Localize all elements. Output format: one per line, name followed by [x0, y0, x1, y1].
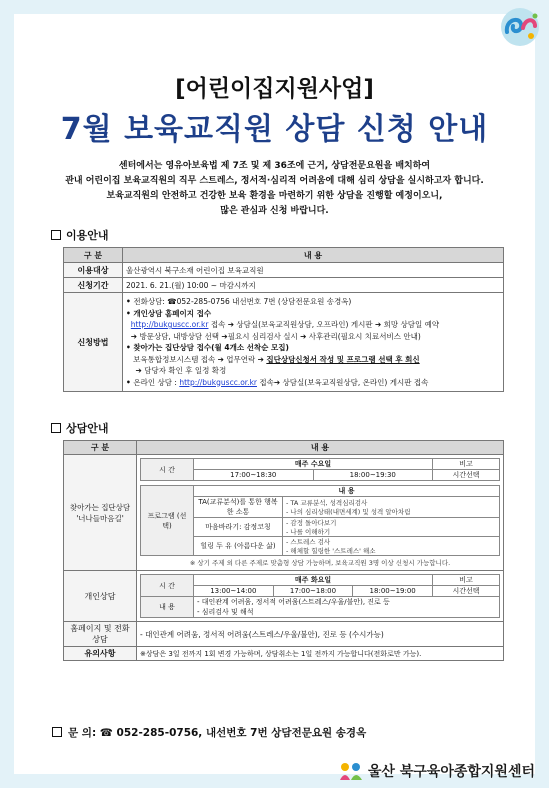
- time-label: 시 간: [141, 459, 194, 481]
- program-desc: [283, 497, 500, 518]
- intro-line: 보육교직원의 안전하고 건강한 보육 환경을 마련하기 위한 상담을 진행할 예정이오니,: [106, 191, 443, 201]
- day-header: 매주 화요일: [194, 575, 433, 586]
- individual-consult-label: 개인상담: [64, 571, 137, 622]
- column-header: 구 분: [64, 441, 137, 455]
- row-label: 신청방법: [64, 293, 123, 392]
- homepage-phone-label: 홈페이지 및 전화상담: [64, 622, 137, 647]
- time-slot: 18:00~19:00: [353, 586, 433, 597]
- table-row: [141, 575, 500, 586]
- program-name: 마음바라기: 감정코칭: [194, 518, 283, 537]
- list-item: [126, 331, 500, 343]
- footer-org-logo: [338, 760, 535, 782]
- group-steps-text-2: ➔ 담당자 확인 후 일정 확정: [135, 366, 227, 375]
- program-desc: [283, 518, 500, 537]
- center-logo-icon: [497, 6, 543, 48]
- program-table: [140, 485, 500, 556]
- time-slot: 17:00~18:00: [273, 586, 353, 597]
- contact-text: 문 의: ☎ 052-285-0756, 내선번호 7번 상담전문요원 송경옥: [68, 727, 367, 739]
- program-desc-line: - 스트레스 검사: [286, 538, 331, 546]
- individual-consult-title: 개인상담 홈페이지 접수: [133, 308, 212, 318]
- caution-label: 유의사항: [64, 647, 137, 661]
- consult-table: [63, 440, 504, 661]
- contact-line: [52, 725, 366, 740]
- category-heading: [어린이집지원사업]: [175, 76, 374, 102]
- group-steps-emphasis: 집단상담신청서 작성 및 프로그램 선택 후 회신: [266, 354, 420, 364]
- table-row: [141, 459, 500, 470]
- column-header: 구 분: [64, 248, 123, 263]
- group-consult-cell: [137, 455, 504, 571]
- table-row: [141, 537, 500, 556]
- usage-table: [63, 247, 504, 392]
- intro-line: 많은 관심과 신청 바랍니다.: [220, 206, 329, 216]
- intro-line: 관내 어린이집 보육교직원의 직무 스트레스, 정서적·심리적 어려움에 대해 심리 상담을 실시하고자 합니다.: [65, 176, 484, 186]
- row-value: 울산광역시 북구소재 어린이집 보육교직원: [123, 263, 504, 278]
- time-slot: 13:00~14:00: [194, 586, 274, 597]
- list-item: • 찾아가는 집단상담 접수(월 4개소 선착순 모집): [126, 343, 289, 352]
- section-consult-heading: [51, 420, 109, 436]
- intro-line: 센터에서는 영유아보육법 제 7조 및 제 36조에 근거, 상담전문요원을 배치하여: [118, 161, 431, 171]
- table-row: [141, 586, 500, 597]
- list-item: [126, 319, 500, 331]
- table-row: [141, 597, 500, 618]
- individual-consult-cell: [137, 571, 504, 622]
- table-row: [141, 497, 500, 518]
- individual-content: [194, 597, 500, 618]
- table-row: [141, 486, 500, 497]
- caution-value: ※상담은 3일 전까지 1회 변경 가능하며, 상담취소는 1일 전까지 가능합니다(전화로만 가능).: [137, 647, 504, 661]
- checkbox-square-icon: [52, 727, 62, 737]
- group-consult-title: 찾아가는 집단상담 접수(월 4개소 선착순 모집): [133, 343, 289, 352]
- page-title: 7월 보육교직원 상담 신청 안내: [60, 112, 489, 147]
- table-row: [64, 278, 504, 293]
- program-name: TA(교류분석)를 통한 행복한 소통: [194, 497, 283, 518]
- row-label: 신청기간: [64, 278, 123, 293]
- checkbox-square-icon: [51, 230, 61, 240]
- table-row: [141, 518, 500, 537]
- individual-steps-text-2: ➔ 방문상담, 내방상담 선택 ➔필요시 심리검사 실시 ➔ 사후관리(필요시 치료서비스 안내): [130, 331, 421, 341]
- list-item: [126, 354, 500, 366]
- program-desc-line: - 나의 심리상태(내면세계) 및 성격 알아차림: [286, 508, 411, 516]
- individual-steps-text: 접속 ➔ 상담실(보육교직원상담, 오프라인) 게시판 ➔ 희망 상담일 예약: [208, 320, 440, 329]
- time-slot: 17:00~18:30: [194, 470, 314, 481]
- table-row: [141, 470, 500, 481]
- content-header: 내 용: [194, 486, 500, 497]
- section-usage-title: 이용안내: [66, 229, 109, 242]
- org-emblem-icon: [338, 760, 364, 782]
- program-label: 프로그램 (선택): [141, 486, 194, 556]
- time-note: 시간선택: [433, 586, 500, 597]
- individual-time-table: [140, 574, 500, 618]
- online-consult-label: 온라인 상담 :: [133, 377, 180, 387]
- list-item: • 전화상담: ☎052-285-0756 내선번호 7번 (상담전문요원 송경옥): [126, 297, 352, 306]
- table-row: [64, 293, 504, 392]
- online-steps-text: 접속➔ 상담실(보육교직원상담, 온라인) 게시판 접속: [257, 377, 429, 387]
- content-label: 내 용: [141, 597, 194, 618]
- program-name: 힐링 두 유 (아름다운 삶): [194, 537, 283, 556]
- time-slot: 18:00~19:30: [313, 470, 433, 481]
- row-label: 이용대상: [64, 263, 123, 278]
- day-header: 매주 수요일: [194, 459, 433, 470]
- phone-consult-text: 전화상담: ☎052-285-0756 내선번호 7번 (상담전문요원 송경옥): [133, 297, 352, 306]
- time-note: 시간선택: [433, 470, 500, 481]
- homepage-phone-value: - 대인관계 어려움, 정서적 어려움(스트레스/우울/불안), 진로 등 (수시가능): [137, 622, 504, 647]
- group-time-table: [140, 458, 500, 481]
- table-row: [64, 647, 504, 661]
- content-line: - 대인관계 어려움, 정서적 어려움(스트레스/우울/불안), 진로 등: [197, 598, 390, 606]
- list-item: • 개인상담 홈페이지 접수: [126, 308, 212, 318]
- intro-paragraph: [40, 159, 509, 219]
- column-header: 내 용: [137, 441, 504, 455]
- note-header: 비고: [433, 575, 500, 586]
- homepage-link[interactable]: http://bukguscc.or.kr: [130, 320, 209, 329]
- table-header-row: [64, 248, 504, 263]
- table-header-row: [64, 441, 504, 455]
- table-row: [64, 455, 504, 571]
- section-consult-title: 상담안내: [66, 422, 109, 435]
- program-desc-line: - TA 교류분석, 성격심리검사: [286, 499, 368, 507]
- program-desc: [283, 537, 500, 556]
- table-row: [64, 622, 504, 647]
- program-desc-line: - 해체할 힐링한 '스트레스' 해소: [286, 547, 376, 555]
- column-header: 내 용: [123, 248, 504, 263]
- row-value: 2021. 6. 21.(월) 10:00 ~ 마감시까지: [123, 278, 504, 293]
- checkbox-square-icon: [51, 423, 61, 433]
- list-item: [126, 365, 500, 377]
- program-desc-line: - 나를 이해하기: [286, 528, 331, 536]
- online-homepage-link[interactable]: http://bukguscc.or.kr: [179, 377, 257, 387]
- table-row: [64, 263, 504, 278]
- list-item: • 온라인 상담 : http://bukguscc.or.kr 접속➔ 상담실(보육교직원상담, 온라인) 게시판 접속: [126, 377, 429, 387]
- time-label: 시 간: [141, 575, 194, 597]
- group-steps-text: 보육통합정보시스템 접속 ➔ 업무연락 ➔: [133, 354, 267, 364]
- method-cell: [123, 293, 504, 392]
- org-name: 울산 북구육아종합지원센터: [367, 764, 535, 780]
- group-consult-label: 찾아가는 집단상담 '너나들마음길': [64, 455, 137, 571]
- content-line: - 심리검사 및 해석: [197, 608, 254, 616]
- table-row: [64, 571, 504, 622]
- group-note: ※ 상기 주제 외 다른 주제로 맞춤형 상담 가능하며, 보육교직원 3명 이상 신청시 가능합니다.: [189, 559, 451, 567]
- program-desc-line: - 감정 돌아다보기: [286, 519, 337, 527]
- note-header: 비고: [433, 459, 500, 470]
- section-usage-heading: [51, 227, 109, 243]
